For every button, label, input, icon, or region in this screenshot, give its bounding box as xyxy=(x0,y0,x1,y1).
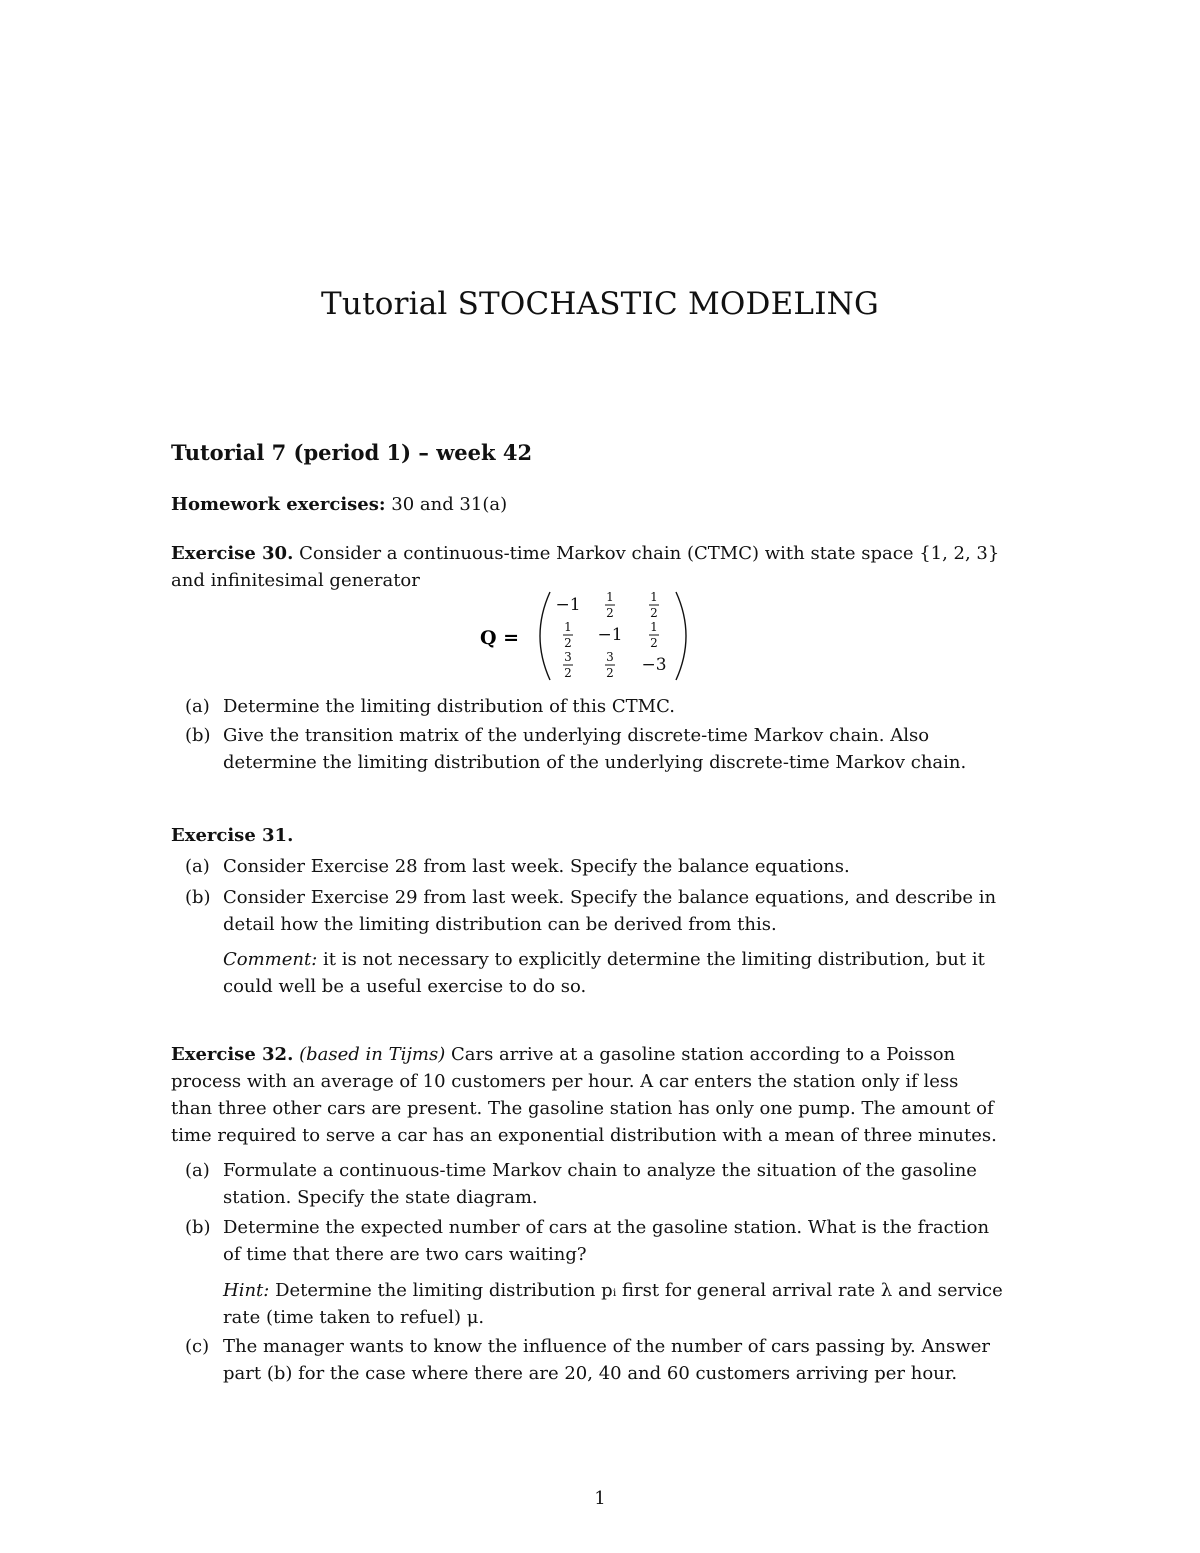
exercise-32-text: Cars arrive at a gasoline station according to a Poisson process with an average of 10 customers per hour. A car enters the station only if less than three other cars are present. The gasoline station has only one pump. The amount of time required to serve a car has an exponential distribution with a mean of three minutes. xyxy=(171,1044,997,1146)
item-label: (c) xyxy=(185,1336,210,1357)
item-text: Consider Exercise 29 from last week. Specify the balance equations, and describe in detail how the limiting distribution can be derived from this. xyxy=(223,887,997,935)
comment-text: it is not necessary to explicitly determine the limiting distribution, but it could well be a useful exercise to do so. xyxy=(223,949,985,997)
document-title: Tutorial STOCHASTIC MODELING xyxy=(321,286,879,322)
matrix-cell-0-0: −1 xyxy=(555,595,581,615)
item-text: Determine the limiting distribution of this CTMC. xyxy=(223,696,675,717)
item-text: Formulate a continuous-time Markov chain to analyze the situation of the gasoline station. Specify the state diagram. xyxy=(223,1160,977,1208)
exercise-30-label: Exercise 30. xyxy=(171,543,294,564)
fraction-numerator: 3 xyxy=(564,650,572,664)
matrix-cell-1-1: −1 xyxy=(597,625,623,645)
homework-text: 30 and 31(a) xyxy=(385,494,508,515)
fraction-numerator: 1 xyxy=(606,590,614,604)
exercise-32-intro xyxy=(171,1041,1003,1149)
hint-text: Determine the limiting distribution pᵢ first for general arrival rate λ and service rate (time taken to refuel) μ. xyxy=(223,1280,1003,1328)
page-number: 1 xyxy=(594,1488,606,1509)
item-text: Give the transition matrix of the underlying discrete-time Markov chain. Also determine the limiting distribution of the underlying discrete-time Markov chain. xyxy=(223,725,967,773)
exercise-30-text: Consider a continuous-time Markov chain (CTMC) with state space {1, 2, 3} and infinitesimal generator xyxy=(171,543,1000,591)
matrix-cell-1-0 xyxy=(563,620,573,650)
exercise-30-intro xyxy=(171,540,1003,594)
item-text: Consider Exercise 28 from last week. Specify the balance equations. xyxy=(223,856,850,877)
fraction-denominator: 2 xyxy=(650,636,658,650)
hint-label: Hint: xyxy=(223,1280,270,1301)
item-text: Determine the expected number of cars at the gasoline station. What is the fraction of time that there are two cars waiting? xyxy=(223,1217,990,1265)
fraction-denominator: 2 xyxy=(606,666,614,680)
matrix-cell-0-1 xyxy=(605,590,615,620)
matrix-cell-2-1 xyxy=(605,650,615,680)
homework-label: Homework exercises: xyxy=(171,494,386,515)
comment-label: Comment: xyxy=(223,949,318,970)
matrix-left-paren xyxy=(540,592,550,680)
fraction-denominator: 2 xyxy=(564,636,572,650)
exercise-31-label: Exercise 31. xyxy=(171,825,294,846)
fraction-denominator: 2 xyxy=(606,606,614,620)
fraction-denominator: 2 xyxy=(650,606,658,620)
fraction-numerator: 1 xyxy=(650,620,658,634)
item-label: (b) xyxy=(185,725,211,746)
item-label: (a) xyxy=(185,696,210,717)
item-text: The manager wants to know the influence of the number of cars passing by. Answer part (b) for the case where there are 20, 40 and 60 customers arriving per hour. xyxy=(223,1336,990,1384)
matrix-cell-1-2 xyxy=(649,620,659,650)
generator-matrix xyxy=(480,588,700,684)
item-label: (a) xyxy=(185,1160,210,1181)
item-label: (b) xyxy=(185,1217,211,1238)
matrix-label: Q = xyxy=(480,627,520,649)
fraction-denominator: 2 xyxy=(564,666,572,680)
fraction-numerator: 1 xyxy=(650,590,658,604)
homework-line xyxy=(171,491,1003,518)
exercise-31-heading xyxy=(171,822,1003,849)
section-heading: Tutorial 7 (period 1) – week 42 xyxy=(171,440,533,465)
fraction-numerator: 3 xyxy=(606,650,614,664)
matrix-right-paren xyxy=(676,592,686,680)
item-label: (a) xyxy=(185,856,210,877)
exercise-31-comment xyxy=(223,946,1005,1000)
matrix-cell-2-2: −3 xyxy=(641,655,667,675)
matrix-cell-0-2 xyxy=(649,590,659,620)
exercise-32-label: Exercise 32. xyxy=(171,1044,294,1065)
matrix-cell-2-0 xyxy=(563,650,573,680)
exercise-32-source: (based in Tijms) xyxy=(293,1044,446,1065)
exercise-32-hint xyxy=(223,1277,1005,1331)
fraction-numerator: 1 xyxy=(564,620,572,634)
item-label: (b) xyxy=(185,887,211,908)
